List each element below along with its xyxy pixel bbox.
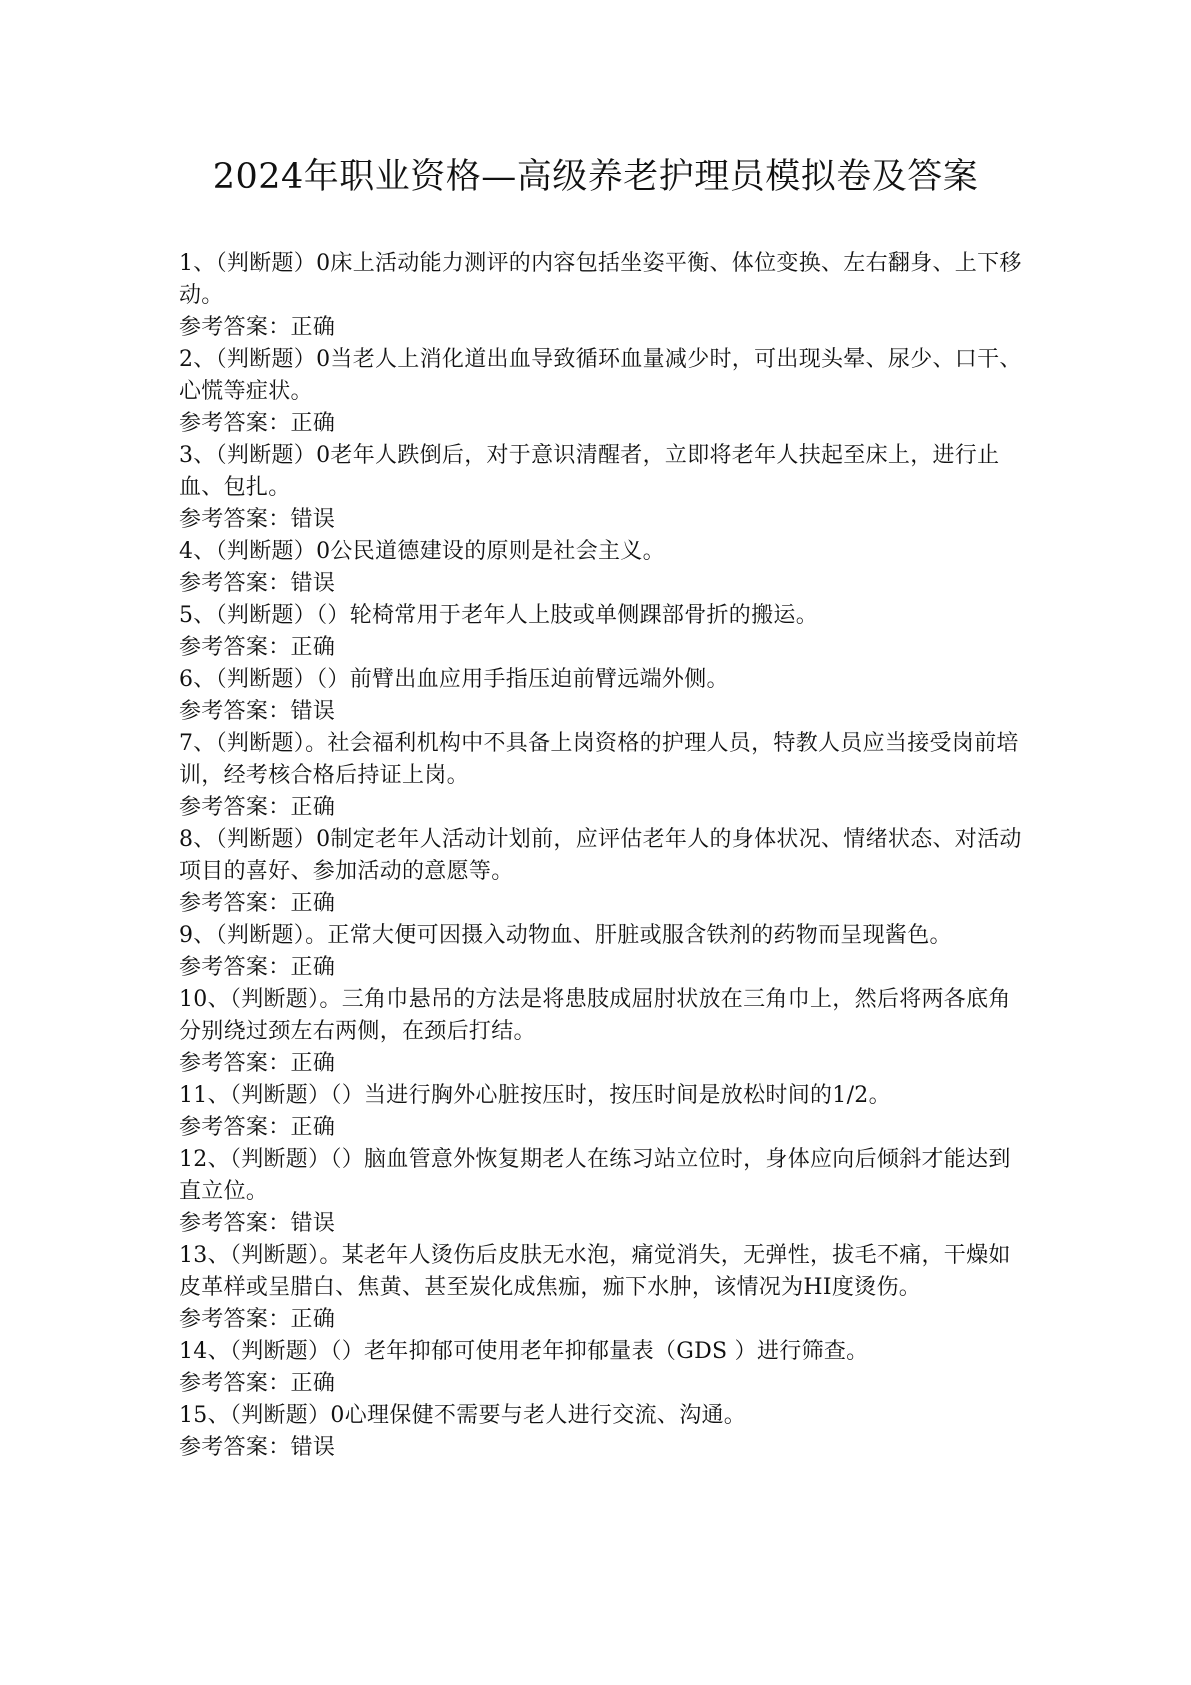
- question-item: [179, 440, 1024, 536]
- answer-value: 错误: [290, 1435, 336, 1460]
- answer-line: [179, 1368, 1024, 1400]
- answer-value: 错误: [290, 507, 336, 532]
- question-item: [179, 1240, 1024, 1336]
- question-text: 1、（判断题）0床上活动能力测评的内容包括坐姿平衡、体位变换、左右翻身、上下移动。: [179, 251, 1022, 308]
- answer-prefix: 参考答案：: [179, 507, 291, 532]
- question-item: [179, 1144, 1024, 1240]
- answer-line: [179, 408, 1024, 440]
- answer-prefix: 参考答案：: [179, 1371, 291, 1396]
- question-text: 12、（判断题）（）脑血管意外恢复期老人在练习站立位时，身体应向后倾斜才能达到直立位。: [179, 1147, 1011, 1204]
- answer-line: [179, 1048, 1024, 1080]
- answer-prefix: 参考答案：: [179, 571, 291, 596]
- document-title: 2024年职业资格—高级养老护理员模拟卷及答案: [212, 157, 979, 197]
- answer-value: 正确: [290, 411, 336, 436]
- answer-line: [179, 1432, 1024, 1464]
- answer-prefix: 参考答案：: [179, 1435, 291, 1460]
- answer-line: [179, 888, 1024, 920]
- answer-prefix: 参考答案：: [179, 411, 291, 436]
- question-item: [179, 1336, 1024, 1400]
- answer-value: 正确: [290, 1371, 336, 1396]
- answer-prefix: 参考答案：: [179, 1051, 291, 1076]
- question-item: [179, 664, 1024, 728]
- answer-prefix: 参考答案：: [179, 891, 291, 916]
- question-item: [179, 728, 1024, 824]
- question-item: [179, 536, 1024, 600]
- answer-value: 正确: [290, 955, 336, 980]
- answer-line: [179, 312, 1024, 344]
- question-text: 5、（判断题）（）轮椅常用于老年人上肢或单侧踝部骨折的搬运。: [179, 603, 818, 628]
- answer-line: [179, 632, 1024, 664]
- answer-line: [179, 1112, 1024, 1144]
- question-text: 13、（判断题）。某老年人烫伤后皮肤无水泡，痛觉消失，无弹性，拔毛不痛，干燥如皮革样或呈腊白、焦黄、甚至炭化成焦痂，痂下水肿，该情况为HI度烫伤。: [179, 1243, 1011, 1300]
- question-text: 8、（判断题）0制定老年人活动计划前，应评估老年人的身体状况、情绪状态、对活动项目的喜好、参加活动的意愿等。: [179, 827, 1022, 884]
- question-item: [179, 920, 1024, 984]
- answer-value: 正确: [290, 891, 336, 916]
- question-list: [179, 248, 1024, 1464]
- answer-line: [179, 1208, 1024, 1240]
- question-text: 9、（判断题）。正常大便可因摄入动物血、肝脏或服含铁剂的药物而呈现酱色。: [179, 923, 952, 948]
- answer-value: 错误: [290, 699, 336, 724]
- answer-prefix: 参考答案：: [179, 315, 291, 340]
- answer-value: 正确: [290, 1115, 336, 1140]
- question-item: [179, 1400, 1024, 1464]
- answer-value: 错误: [290, 1211, 336, 1236]
- question-item: [179, 984, 1024, 1080]
- answer-line: [179, 792, 1024, 824]
- question-text: 2、（判断题）0当老人上消化道出血导致循环血量减少时，可出现头晕、尿少、口干、心慌等症状。: [179, 347, 1022, 404]
- answer-prefix: 参考答案：: [179, 699, 291, 724]
- question-text: 11、（判断题）（）当进行胸外心脏按压时，按压时间是放松时间的1/2。: [179, 1083, 891, 1108]
- answer-value: 正确: [290, 635, 336, 660]
- answer-prefix: 参考答案：: [179, 635, 291, 660]
- answer-prefix: 参考答案：: [179, 1115, 291, 1140]
- question-item: [179, 824, 1024, 920]
- answer-prefix: 参考答案：: [179, 1211, 291, 1236]
- question-item: [179, 248, 1024, 344]
- answer-line: [179, 568, 1024, 600]
- answer-prefix: 参考答案：: [179, 1307, 291, 1332]
- answer-value: 正确: [290, 315, 336, 340]
- question-text: 7、（判断题）。社会福利机构中不具备上岗资格的护理人员，特教人员应当接受岗前培训，经考核合格后持证上岗。: [179, 731, 1019, 788]
- answer-line: [179, 952, 1024, 984]
- question-text: 15、（判断题）0心理保健不需要与老人进行交流、沟通。: [179, 1403, 747, 1428]
- answer-line: [179, 1304, 1024, 1336]
- answer-value: 错误: [290, 571, 336, 596]
- answer-prefix: 参考答案：: [179, 795, 291, 820]
- question-item: [179, 344, 1024, 440]
- question-text: 4、（判断题）0公民道德建设的原则是社会主义。: [179, 539, 665, 564]
- question-text: 3、（判断题）0老年人跌倒后，对于意识清醒者，立即将老年人扶起至床上，进行止血、包扎。: [179, 443, 1000, 500]
- answer-line: [179, 504, 1024, 536]
- question-text: 14、（判断题）（）老年抑郁可使用老年抑郁量表（GDS ）进行筛查。: [179, 1339, 869, 1364]
- answer-value: 正确: [290, 795, 336, 820]
- answer-value: 正确: [290, 1051, 336, 1076]
- answer-value: 正确: [290, 1307, 336, 1332]
- answer-line: [179, 696, 1024, 728]
- question-text: 6、（判断题）（）前臂出血应用手指压迫前臂远端外侧。: [179, 667, 729, 692]
- question-text: 10、（判断题）。三角巾悬吊的方法是将患肢成屈肘状放在三角巾上，然后将两各底角分别绕过颈左右两侧，在颈后打结。: [179, 987, 1011, 1044]
- answer-prefix: 参考答案：: [179, 955, 291, 980]
- question-item: [179, 600, 1024, 664]
- question-item: [179, 1080, 1024, 1144]
